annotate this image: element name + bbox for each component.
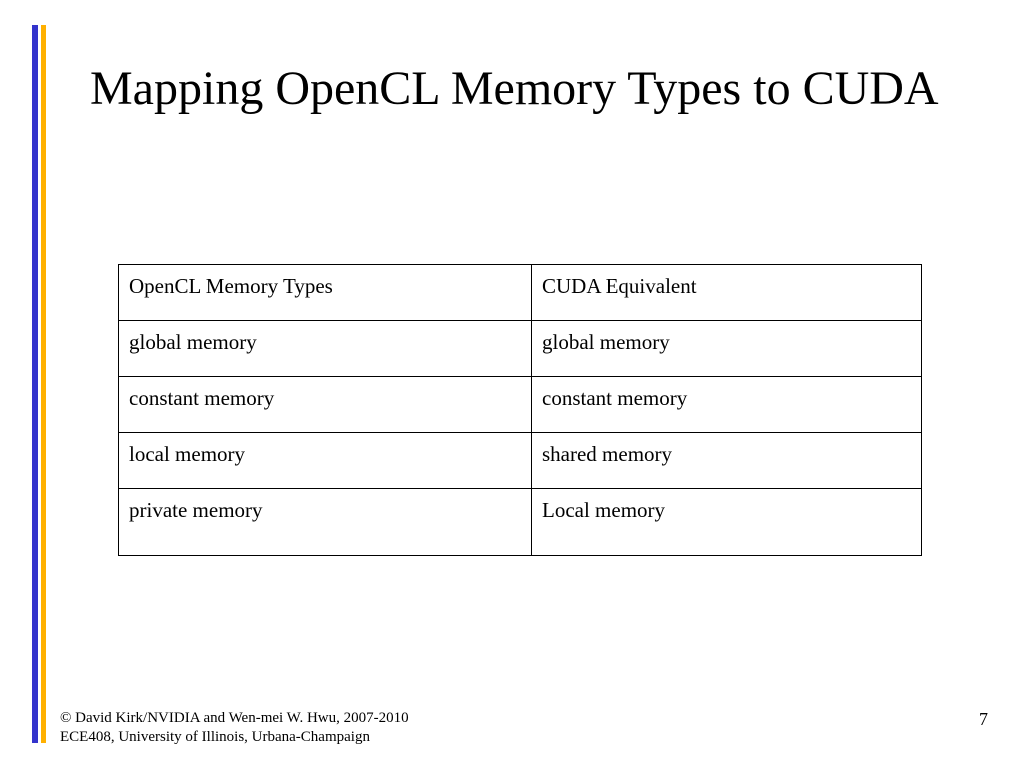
- header-opencl-types: OpenCL Memory Types: [119, 265, 532, 321]
- copyright-line: © David Kirk/NVIDIA and Wen-mei W. Hwu, 2007-2010: [60, 710, 409, 726]
- opencl-type-cell: constant memory: [119, 377, 532, 433]
- opencl-type-cell: private memory: [119, 489, 532, 556]
- cuda-equivalent-cell: constant memory: [532, 377, 922, 433]
- header-cuda-equivalent: CUDA Equivalent: [532, 265, 922, 321]
- cuda-equivalent-cell: shared memory: [532, 433, 922, 489]
- opencl-type-cell: local memory: [119, 433, 532, 489]
- table-row: [119, 489, 922, 556]
- accent-bar-orange: [41, 25, 46, 743]
- table-header-row: [119, 265, 922, 321]
- slide-title: Mapping OpenCL Memory Types to CUDA: [90, 62, 939, 115]
- table-row: [119, 321, 922, 377]
- page-number: 7: [979, 709, 988, 729]
- course-line: ECE408, University of Illinois, Urbana-Champaign: [60, 729, 370, 745]
- table-row: [119, 377, 922, 433]
- table-row: [119, 433, 922, 489]
- memory-mapping-table: [118, 264, 922, 556]
- accent-bar-blue: [32, 25, 38, 743]
- cuda-equivalent-cell: Local memory: [532, 489, 922, 556]
- cuda-equivalent-cell: global memory: [532, 321, 922, 377]
- slide-footer: [60, 709, 409, 747]
- opencl-type-cell: global memory: [119, 321, 532, 377]
